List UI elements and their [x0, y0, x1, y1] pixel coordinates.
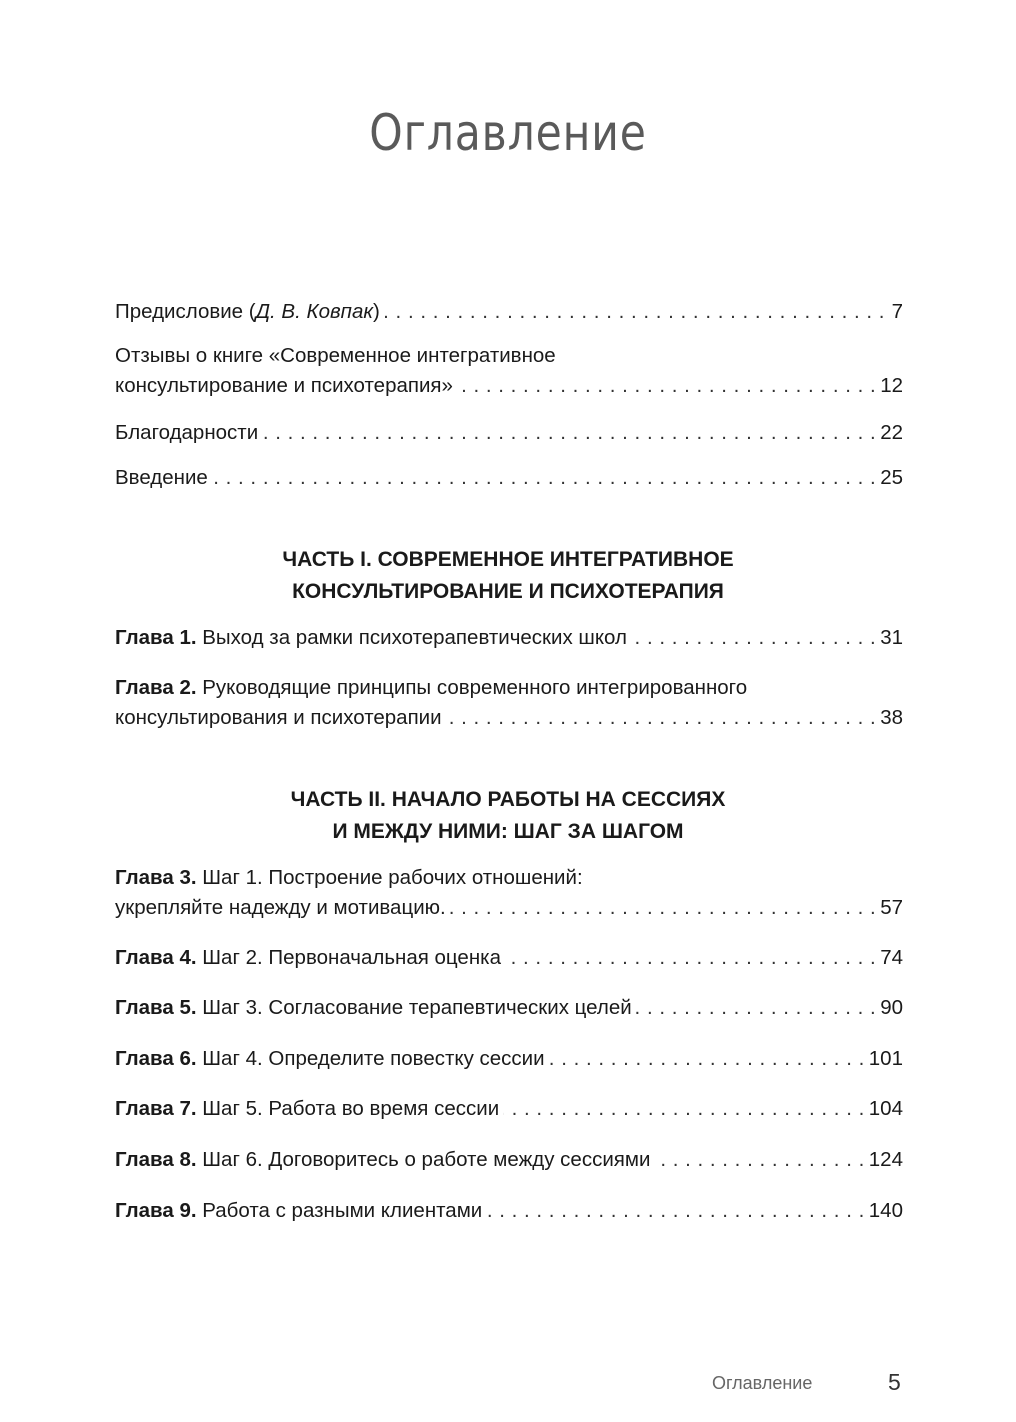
running-footer-title: Оглавление [712, 1373, 813, 1393]
page-number: 22 [880, 421, 903, 444]
part-1-heading: ЧАСТЬ I. СОВРЕМЕННОЕ ИНТЕГРАТИВНОЕ КОНСУЛЬТИРОВАНИЕ И ПСИХОТЕРАПИЯ [282, 548, 734, 603]
leader-dots [262, 418, 876, 448]
toc-entry-chapter-9[interactable] [115, 1196, 903, 1226]
leader-dots [446, 703, 877, 733]
entry-text: Отзывы о книге «Современное интегративное [115, 344, 556, 367]
toc-entry-chapter-4[interactable] [115, 943, 903, 973]
page-number: 31 [880, 626, 903, 649]
entry-text: Благодарности [115, 421, 259, 444]
entry-text: Введение [115, 466, 208, 489]
entry-text: Глава 5. Шаг 3. Согласование терапевтических целей [115, 996, 632, 1019]
entry-text: Глава 4. Шаг 2. Первоначальная оценка [115, 946, 501, 969]
leader-dots [654, 1145, 864, 1175]
leader-dots [636, 993, 876, 1023]
toc-entry-chapter-2[interactable] [115, 673, 903, 733]
leader-dots [486, 1196, 865, 1226]
entry-text: укрепляйте надежду и мотивацию. [115, 896, 446, 919]
leader-dots [505, 943, 876, 973]
toc-entry-chapter-1[interactable] [115, 623, 903, 653]
leader-dots [457, 371, 876, 401]
page-number: 124 [868, 1148, 903, 1171]
page-number: 140 [868, 1199, 903, 1222]
page-number: 12 [880, 374, 903, 397]
entry-text: консультирование и психотерапия» [115, 374, 453, 397]
toc-entry-introduction[interactable] [115, 463, 903, 493]
toc-entry-reviews[interactable] [115, 341, 903, 401]
toc-entry-chapter-3[interactable] [115, 863, 903, 923]
toc-entry-chapter-5[interactable] [115, 993, 903, 1023]
leader-dots [212, 463, 876, 493]
page-number: 101 [868, 1047, 903, 1070]
leader-dots [503, 1094, 865, 1124]
page-number: 74 [880, 946, 903, 969]
toc-entry-chapter-6[interactable] [115, 1044, 903, 1074]
entry-text: Глава 2. Руководящие принципы современного интегрированного [115, 676, 748, 699]
toc-entry-chapter-8[interactable] [115, 1145, 903, 1175]
leader-dots [631, 623, 876, 653]
leader-dots [549, 1044, 865, 1074]
page-number: 38 [880, 706, 903, 729]
page-number: 104 [868, 1097, 903, 1120]
toc-entry-preface[interactable] [115, 297, 903, 327]
part-2-heading: ЧАСТЬ II. НАЧАЛО РАБОТЫ НА СЕССИЯХ И МЕЖДУ НИМИ: ШАГ ЗА ШАГОМ [290, 788, 726, 843]
page-number-footer: 5 [888, 1369, 901, 1395]
leader-dots [384, 297, 885, 327]
page-number: 57 [880, 896, 903, 919]
entry-text: Глава 8. Шаг 6. Договоритесь о работе между сессиями [115, 1148, 651, 1171]
page-number: 90 [880, 996, 903, 1019]
toc-entry-chapter-7[interactable] [115, 1094, 903, 1124]
entry-text: Глава 9. Работа с разными клиентами [115, 1199, 483, 1222]
entry-text: Глава 1. Выход за рамки психотерапевтических школ [115, 626, 627, 649]
page-number: 7 [891, 300, 903, 323]
toc-entry-acknowledgements[interactable] [115, 418, 903, 448]
entry-text: Глава 6. Шаг 4. Определите повестку сессии [115, 1047, 545, 1070]
page-title: Оглавление [369, 104, 647, 162]
entry-text: Глава 3. Шаг 1. Построение рабочих отношений: [115, 866, 583, 889]
page-number: 25 [880, 466, 903, 489]
entry-text: консультирования и психотерапии [115, 706, 442, 729]
leader-dots [450, 893, 876, 923]
entry-text: Глава 7. Шаг 5. Работа во время сессии [115, 1097, 500, 1120]
entry-text: Предисловие (Д. В. Ковпак) [115, 300, 380, 323]
